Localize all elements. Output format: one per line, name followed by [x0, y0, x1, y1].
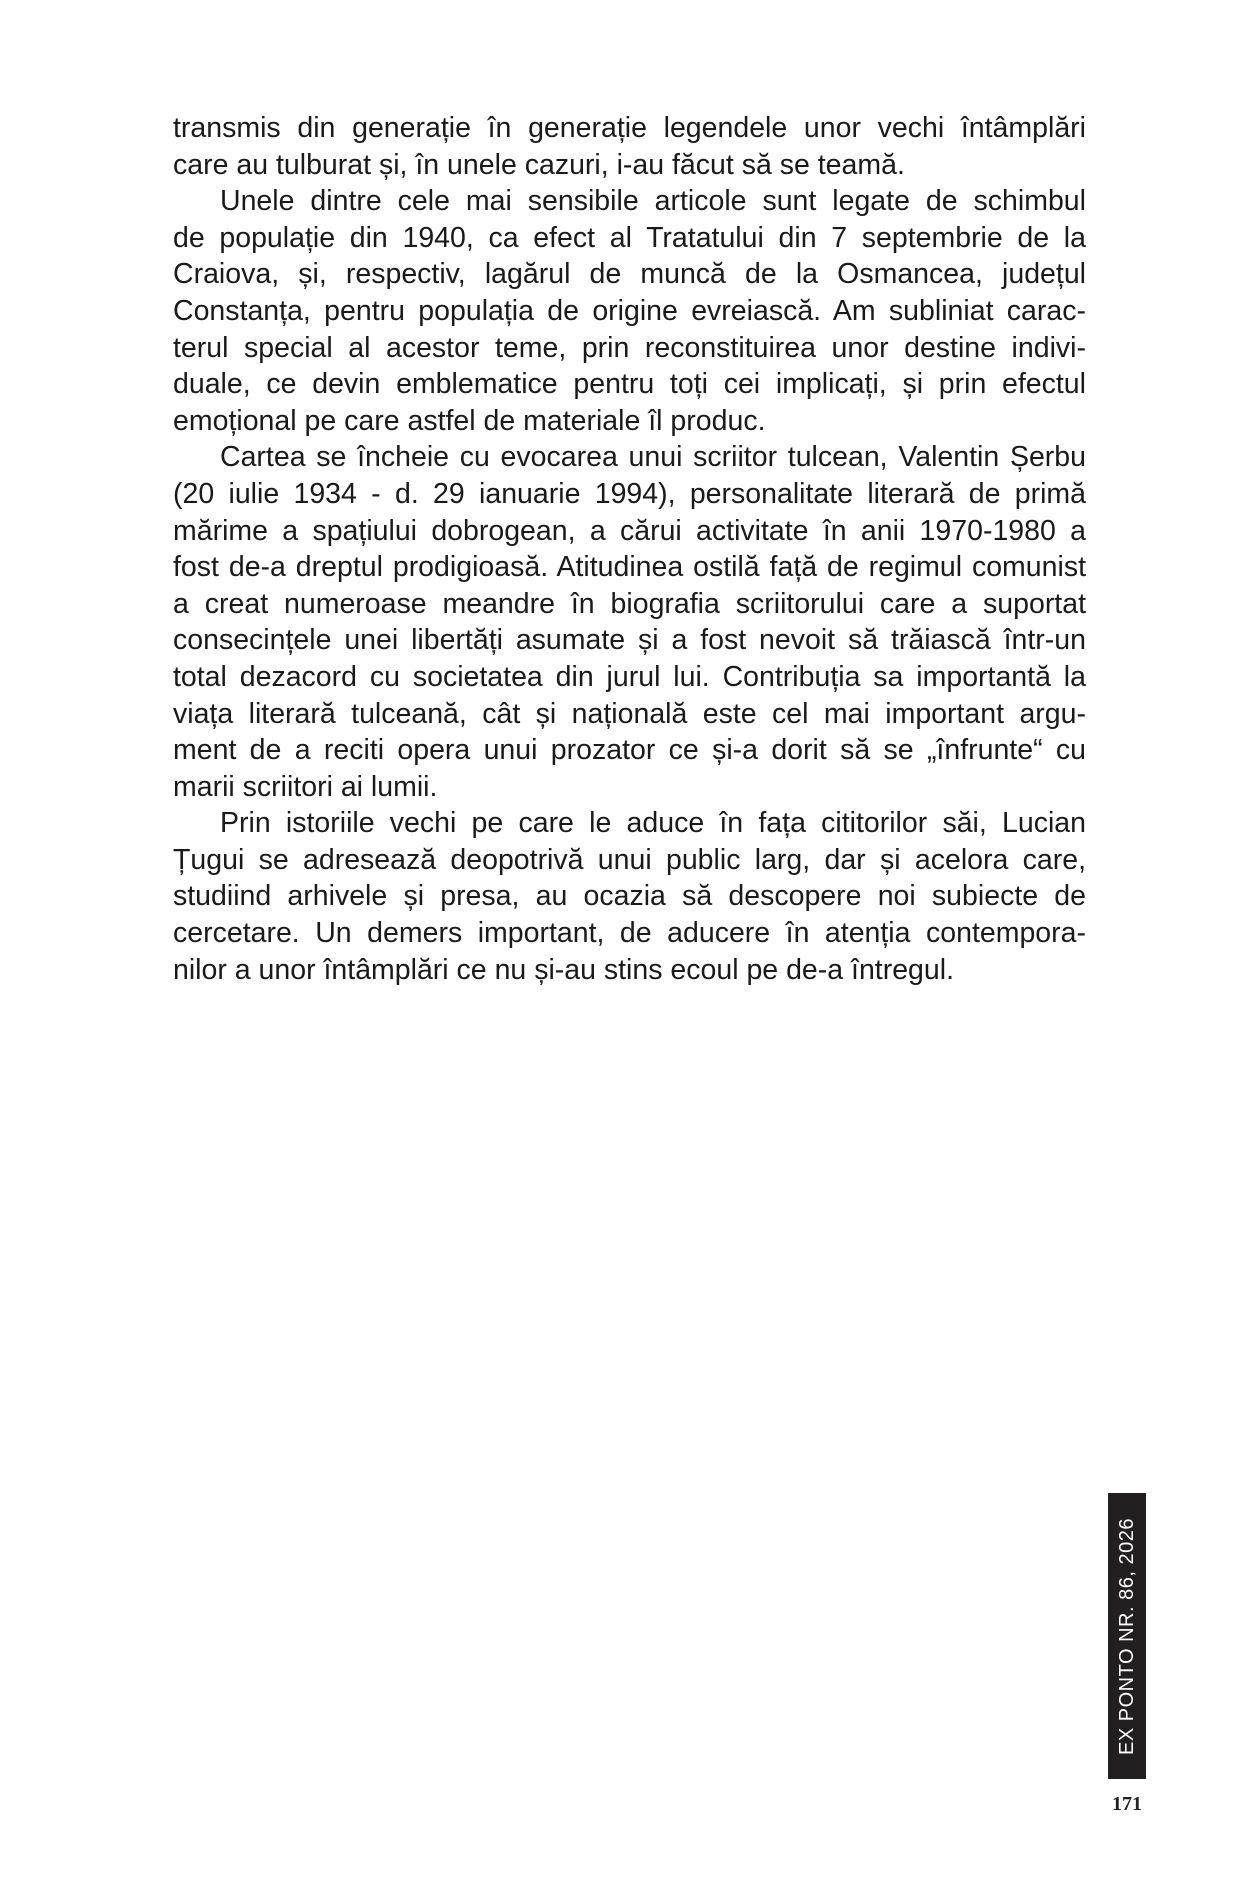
- text-line: Constanța, pentru populația de origine evreiască. Am subliniat carac-: [173, 294, 1086, 327]
- text-line: transmis din generație în generație legendele unor vechi întâmplări: [173, 112, 1086, 144]
- text-line: mărime a spațiului dobrogean, a cărui activitate în anii 1970-1980 a: [173, 514, 1086, 547]
- paragraph-start-line: Cartea se încheie cu evocarea unui scriitor tulcean, Valentin Șerbu: [220, 441, 1086, 474]
- page-number: 171: [1112, 1793, 1142, 1815]
- journal-issue-tab: [1108, 1493, 1146, 1779]
- text-line: a creat numeroase meandre în biografia scriitorului care a suportat: [173, 587, 1086, 620]
- text-line: duale, ce devin emblematice pentru toți cei implicați, și prin efectul: [173, 368, 1086, 401]
- text-line: (20 iulie 1934 - d. 29 ianuarie 1994), personalitate literară de primă: [173, 477, 1086, 510]
- text-line: fost de-a dreptul prodigioasă. Atitudinea ostilă față de regimul comunist: [173, 551, 1086, 584]
- text-line: Craiova, și, respectiv, lagărul de muncă de la Osmancea, județul: [173, 258, 1086, 291]
- text-line: de populație din 1940, ca efect al Tratatului din 7 septembrie de la: [173, 221, 1086, 254]
- text-line: nilor a unor întâmplări ce nu și-au stins ecoul pe de-a întregul.: [173, 953, 955, 986]
- text-line: care au tulburat și, în unele cazuri, i-au făcut să se teamă.: [173, 148, 905, 181]
- text-line: Țugui se adresează deopotrivă unui public larg, dar și acelora care,: [173, 843, 1086, 876]
- text-line: emoțional pe care astfel de materiale îl produc.: [173, 404, 766, 437]
- text-line: terul special al acestor teme, prin reconstituirea unor destine indivi-: [173, 331, 1086, 364]
- journal-issue-label: EX PONTO NR. 86, 2026: [1115, 1517, 1138, 1755]
- body-text: [173, 110, 1086, 988]
- text-line: cercetare. Un demers important, de aducere în atenția contempora-: [173, 917, 1086, 950]
- text-line: consecințele unei libertăți asumate și a fost nevoit să trăiască într-un: [173, 624, 1086, 657]
- paragraph-start-line: Unele dintre cele mai sensibile articole sunt legate de schimbul: [220, 185, 1086, 218]
- text-line: total dezacord cu societatea din jurul lui. Contribuția sa importantă la: [173, 660, 1086, 693]
- text-line: viața literară tulceană, cât și națională este cel mai important argu-: [173, 697, 1086, 730]
- text-line: ment de a reciti opera unui prozator ce și-a dorit să se „înfrunte“ cu: [173, 734, 1086, 767]
- paragraph-start-line: Prin istoriile vechi pe care le aduce în fața cititorilor săi, Lucian: [220, 807, 1086, 840]
- text-line: marii scriitori ai lumii.: [173, 770, 438, 803]
- text-line: studiind arhivele și presa, au ocazia să descopere noi subiecte de: [173, 880, 1086, 913]
